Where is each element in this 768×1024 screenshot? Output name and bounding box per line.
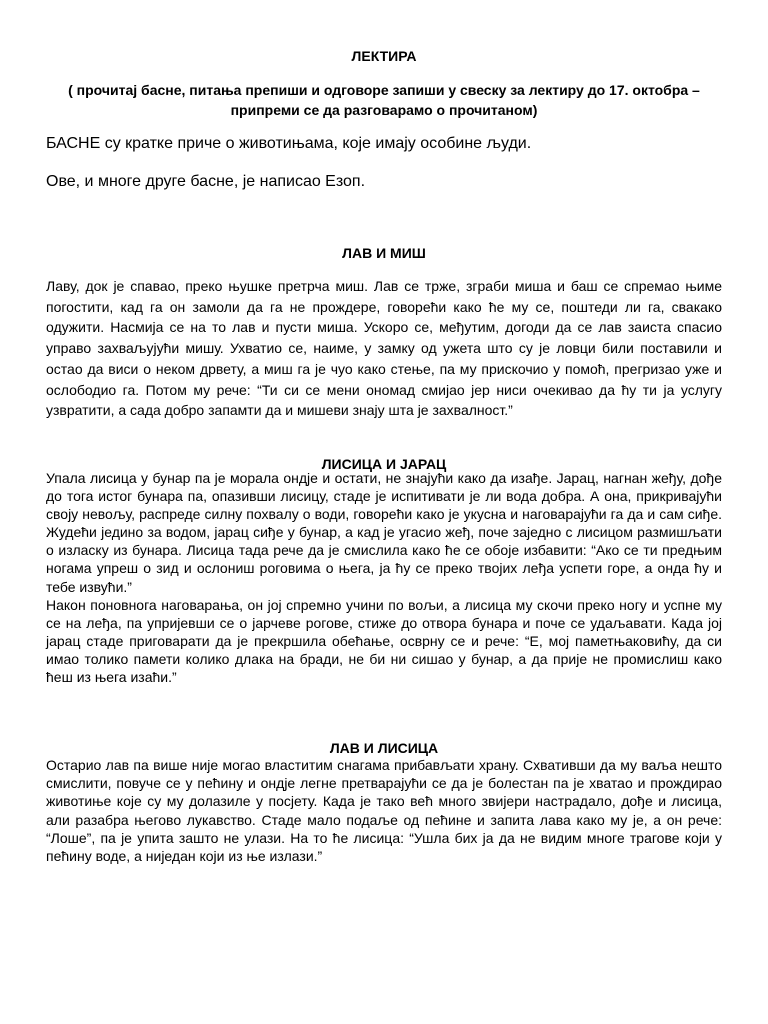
instructions-text: ( прочитај басне, питања препиши и одговоре запиши у свеску за лектиру до 17. октобра – припреми се да разговарамо о прочитаном) bbox=[68, 82, 700, 118]
story-paragraph: Лаву, док је спавао, преко њушке претрча миш. Лав се трже, зграби миша и баш се спремао њиме погостити, кад га он замоли да га не прождере, говорећи како ће му се, поштеди ли га, свакако одужити. Насмија се на то лав и пусти миша. Ускоро се, међутим, догоди да се лав заиста спасио управо захваљујући мишу. Ухватио се, наиме, у замку од ужета што су је ловци били поставили и остао да виси о неком дрвету, а миш га је чуо како стење, па му прискочио у помоћ, прегризао уже и ослободио га. Потом му рече: “Ти си се мени ономад смијао јер ниси очекивао да ћу ти ја услугу узвратити, а сада добро запамти да и мишеви знају шта је захвалност.” bbox=[46, 278, 722, 419]
story-paragraph: Након поновнога наговарања, он јој спремно учини по вољи, а лисица му скочи преко ногу и успне му се на леђа, па упријевши се о јарчеве рогове, стиже до отвора бунара и поче се удаљавати. Када јој јарац стаде приговарати да је прекршила обећање, осврну се и рече: “Е, мој паметњаковићу, да си имао толико памети колико длака на бради, не би ни сишао у бунар, а да прије не промислиш како ћеш из њега изаћи.” bbox=[46, 596, 722, 686]
intro-author: Ове, и многе друге басне, је написао Езоп. bbox=[46, 173, 366, 190]
story-body-lion-and-fox bbox=[46, 756, 722, 865]
story-title-lion-and-fox: ЛАВ И ЛИСИЦА bbox=[329, 740, 439, 756]
page-title: ЛЕКТИРА bbox=[351, 48, 417, 64]
story-body-lion-and-mouse bbox=[46, 276, 722, 421]
story-body-fox-and-goat bbox=[46, 469, 722, 686]
story-paragraph: Остарио лав па више није могао властитим снагама прибављати храну. Схвативши да му ваља нешто смислити, повуче се у пећину и ондје легне претварајући се да је болестан па је хватао и прождирао животиње које су му долазиле у посјету. Када је тако већ много звијери настрадало, дође и лисица, али разабра његово лукавство. Стаде мало подаље од пећине и запита лава како му је, а он рече: “Лоше”, па је упита зашто не улази. На то ће лисица: “Ушла бих ја да не видим многе трагове који у пећину воде, а ниједан који из ње излази.” bbox=[46, 757, 722, 865]
story-title-fox-and-goat: ЛИСИЦА И ЈАРАЦ bbox=[321, 456, 447, 472]
story-paragraph: Упала лисица у бунар па је морала ондје и остати, не знајући како да изађе. Јарац, нагнан жеђу, дође до тога истог бунара па, опазивши лисицу, стаде је испитивати је ли вода добра. А она, прикривајући своју невољу, распреде силну похвалу о води, говорећи како је укусна и наговарајући га да и сам сиђе. Жудећи једино за водом, јарац сиђе у бунар, а кад је угасио жеђ, поче заједно с лисицом размишљати о изласку из бунара. Лисица тада рече да је смислила како ће се обоје избавити: “Ако се ти предњим ногама упреш о зид и ослониш роговима о њега, ја ћу се преко твојих леђа успети горе, а онда ћу и тебе извући.” bbox=[46, 470, 722, 595]
intro-definition: БАСНЕ су кратке приче о животињама, које имају особине људи. bbox=[46, 135, 532, 152]
story-title-lion-and-mouse: ЛАВ И МИШ bbox=[342, 245, 426, 261]
